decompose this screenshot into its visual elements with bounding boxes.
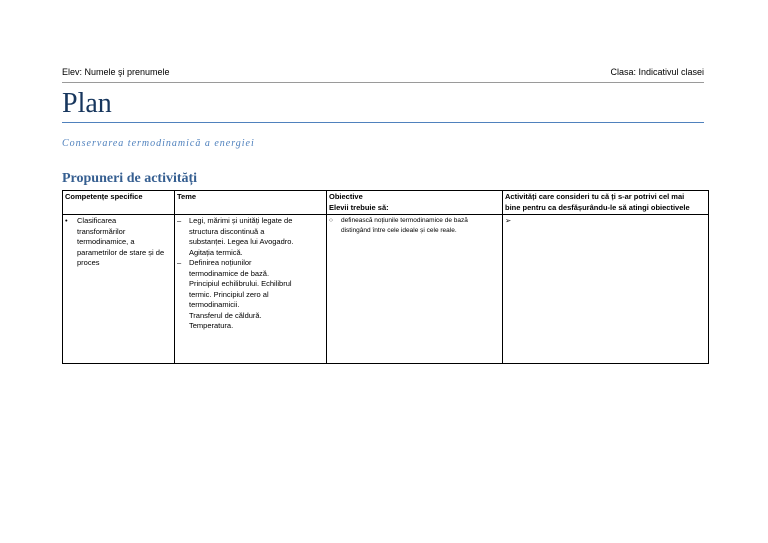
cell-competente [63,215,175,364]
competente-line: transformărilor [77,226,126,236]
table-row [63,215,709,364]
teme-line: Agitația termică. [189,247,243,257]
teme-line: termodinamice de bază. [189,268,270,278]
list-item [329,216,500,236]
cell-activitati[interactable] [503,215,709,364]
activitati-empty-entry[interactable] [517,216,706,227]
header-competente: Competențe specifice [63,191,175,215]
competente-line: Clasificarea [77,216,117,225]
list-item [177,258,324,332]
teme-line: substanței. Legea lui Avogadro. [189,237,294,246]
circle-bullet-icon: ○ [329,217,333,224]
bullet-icon: • [65,216,68,225]
page-header [62,67,704,78]
title-divider [62,122,704,123]
teme-line: Legi, mărimi și unități legate de [189,216,293,225]
competente-line: proces [77,258,100,267]
header-obiective [327,191,503,215]
competente-line: parametrilor de stare și de [77,247,165,257]
header-activitati-line1: Activități care consideri tu că ți s-ar potrivi cel mai [505,192,685,201]
header-obiective-title: Obiective [329,192,363,201]
list-item[interactable] [505,216,706,227]
teme-line: Temperatura. [189,321,234,330]
teme-line: termodinamicii. [189,300,240,309]
obiective-line: distingând între cele ideale și cele reale. [341,227,457,234]
section-heading: Propuneri de activități [62,171,198,186]
cell-obiective [327,215,503,364]
header-activitati [503,191,709,215]
arrow-bullet-icon: ➢ [505,216,512,225]
header-obiective-subtitle: Elevii trebuie să: [329,202,389,212]
competente-line: termodinamice, a [77,237,135,246]
cell-teme [175,215,327,364]
dash-icon: – [177,216,182,225]
teme-line: structura discontinuă a [189,226,265,236]
page-subtitle: Conservarea termodinamică a energiei [62,138,255,149]
header-activitati-line2: bine pentru ca desfășurându-le să atingi obiectivele [505,202,690,212]
dash-icon: – [177,258,182,267]
list-item [65,216,172,269]
header-teme: Teme [175,191,327,215]
list-item [177,216,324,258]
teme-line: Definirea noțiunilor [189,258,252,267]
teme-line: Transferul de căldură. [189,310,262,320]
page-title: Plan [62,88,112,119]
header-divider [62,82,704,83]
obiective-line: definească noțiunile termodinamice de bază [341,217,468,224]
class-field: Clasa: Indicativul clasei [610,67,704,77]
activities-table [62,190,709,364]
student-name-field: Elev: Numele şi prenumele [62,67,170,77]
teme-line: termic. Principiul zero al [189,289,269,299]
table-header-row [63,191,709,215]
teme-line: Principiul echilibrului. Echilibrul [189,279,292,288]
